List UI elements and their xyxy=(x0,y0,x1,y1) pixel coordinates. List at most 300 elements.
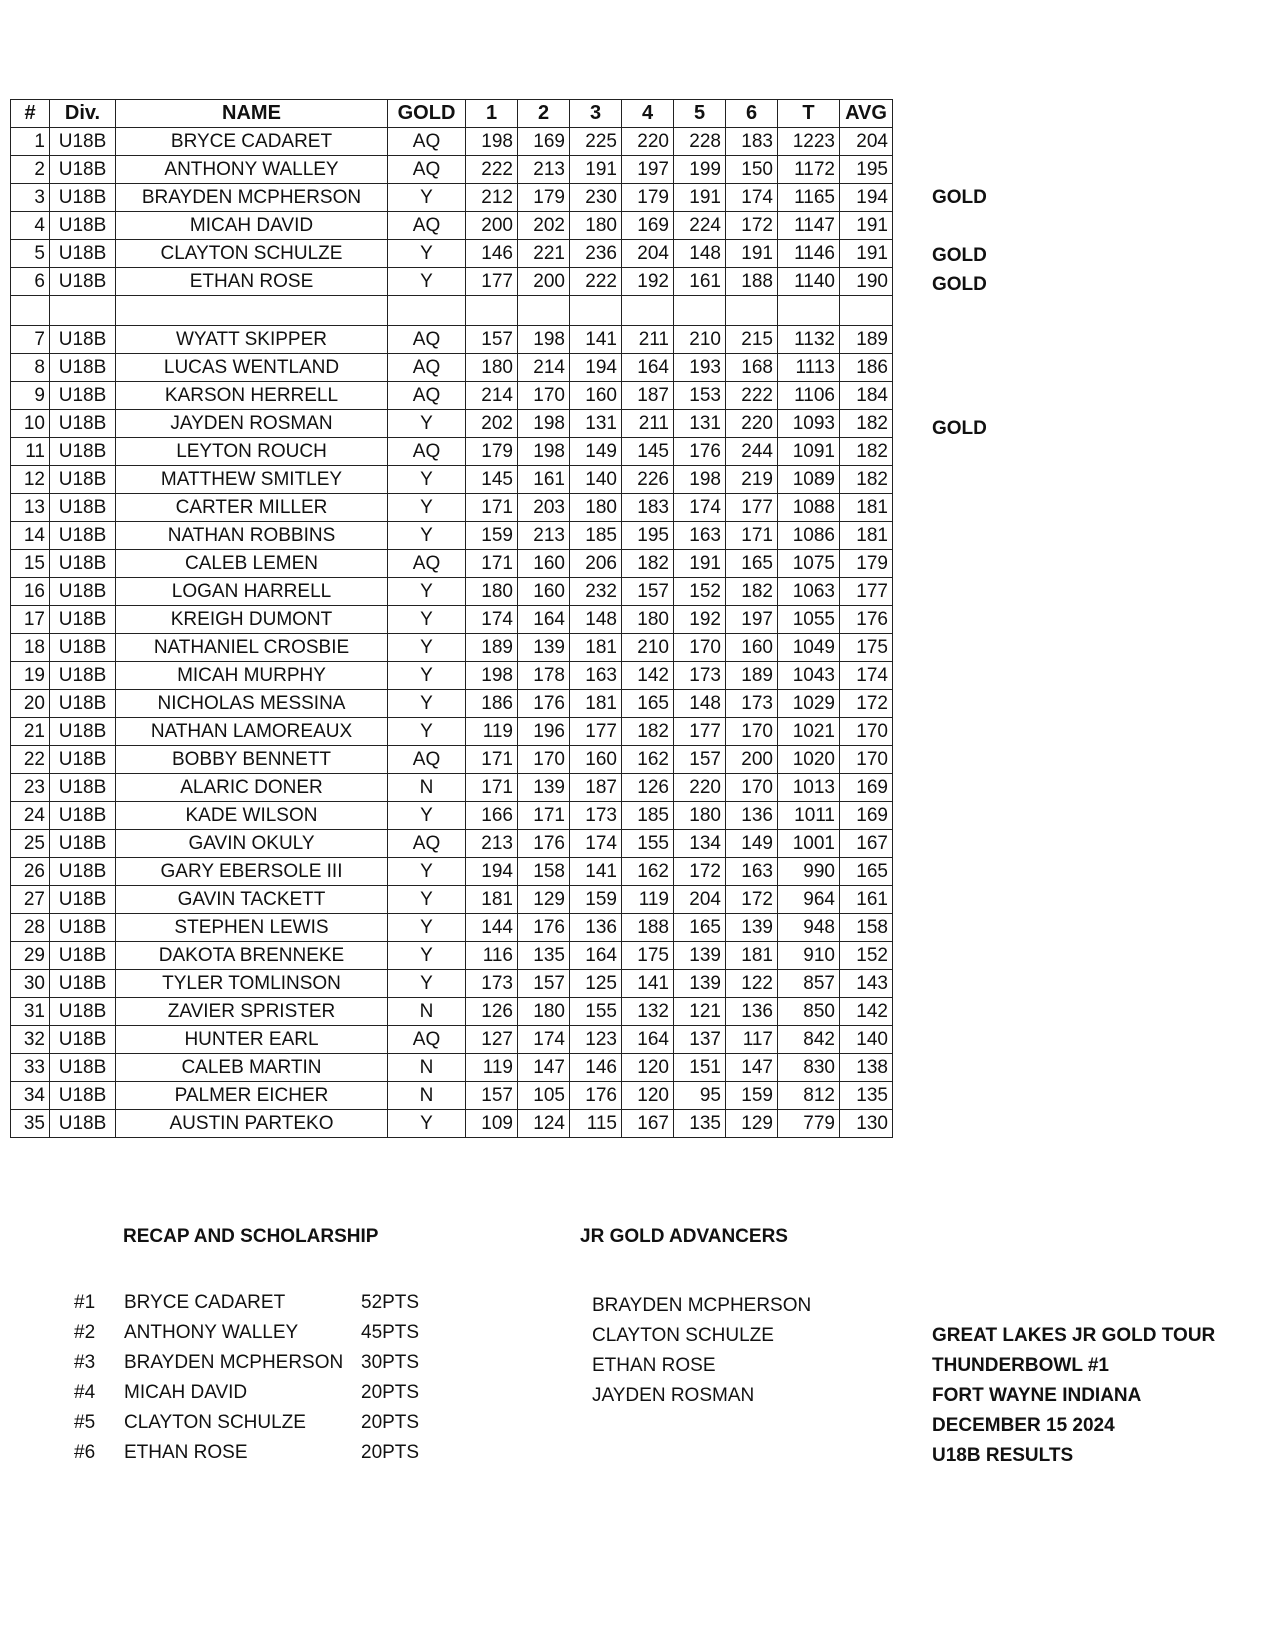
table-cell: 138 xyxy=(840,1054,893,1082)
table-cell: 165 xyxy=(622,690,674,718)
table-cell: KREIGH DUMONT xyxy=(116,606,388,634)
table-cell: 157 xyxy=(674,746,726,774)
table-cell: 4 xyxy=(11,212,50,240)
empty-cell xyxy=(622,296,674,326)
table-cell: Y xyxy=(388,578,466,606)
table-cell: 1020 xyxy=(778,746,840,774)
table-cell: 159 xyxy=(466,522,518,550)
table-cell: 220 xyxy=(726,410,778,438)
table-cell: 191 xyxy=(674,550,726,578)
table-cell: 7 xyxy=(11,326,50,354)
table-cell: AQ xyxy=(388,326,466,354)
table-cell: 187 xyxy=(622,382,674,410)
column-header: 5 xyxy=(674,100,726,128)
table-cell: Y xyxy=(388,466,466,494)
recap-rank: #3 xyxy=(74,1352,96,1373)
table-cell: CLAYTON SCHULZE xyxy=(116,240,388,268)
table-cell: 170 xyxy=(518,746,570,774)
table-row xyxy=(11,268,893,296)
table-cell: 1088 xyxy=(778,494,840,522)
table-row xyxy=(11,1054,893,1082)
table-cell: 198 xyxy=(518,326,570,354)
table-cell: 222 xyxy=(726,382,778,410)
table-cell: 35 xyxy=(11,1110,50,1138)
table-cell: 158 xyxy=(518,858,570,886)
table-cell: 180 xyxy=(570,212,622,240)
table-cell: 170 xyxy=(674,634,726,662)
table-cell: 183 xyxy=(622,494,674,522)
recap-heading: RECAP AND SCHOLARSHIP xyxy=(123,1226,379,1247)
table-cell: N xyxy=(388,774,466,802)
table-cell: 202 xyxy=(466,410,518,438)
table-cell: 22 xyxy=(11,746,50,774)
table-row xyxy=(11,914,893,942)
table-cell: N xyxy=(388,1082,466,1110)
table-cell: 17 xyxy=(11,606,50,634)
table-cell: U18B xyxy=(50,970,116,998)
table-cell: Y xyxy=(388,802,466,830)
table-cell: 148 xyxy=(570,606,622,634)
table-cell: 157 xyxy=(466,326,518,354)
table-cell: 204 xyxy=(840,128,893,156)
gold-advancer-mark: GOLD xyxy=(932,244,987,266)
table-cell: 191 xyxy=(840,240,893,268)
table-cell: 27 xyxy=(11,886,50,914)
table-cell: 164 xyxy=(518,606,570,634)
empty-cell xyxy=(570,296,622,326)
table-cell: 160 xyxy=(570,382,622,410)
table-cell: Y xyxy=(388,662,466,690)
table-cell: 180 xyxy=(570,494,622,522)
table-cell: 15 xyxy=(11,550,50,578)
table-cell: 1093 xyxy=(778,410,840,438)
table-cell: 1172 xyxy=(778,156,840,184)
recap-rank: #4 xyxy=(74,1382,96,1403)
table-cell: 95 xyxy=(674,1082,726,1110)
table-cell: 1132 xyxy=(778,326,840,354)
table-cell: AQ xyxy=(388,156,466,184)
recap-name: ETHAN ROSE xyxy=(124,1442,248,1463)
table-cell: Y xyxy=(388,494,466,522)
table-cell: 180 xyxy=(518,998,570,1026)
recap-points: 20PTS xyxy=(361,1442,420,1463)
table-cell: N xyxy=(388,1054,466,1082)
table-cell: 132 xyxy=(622,998,674,1026)
table-cell: 181 xyxy=(726,942,778,970)
table-cell: 190 xyxy=(840,268,893,296)
table-cell: Y xyxy=(388,634,466,662)
table-cell: 140 xyxy=(840,1026,893,1054)
table-cell: 211 xyxy=(622,326,674,354)
header-row xyxy=(11,100,893,128)
table-cell: 146 xyxy=(466,240,518,268)
table-cell: 119 xyxy=(466,1054,518,1082)
table-cell: 24 xyxy=(11,802,50,830)
table-cell: 222 xyxy=(466,156,518,184)
table-cell: 148 xyxy=(674,690,726,718)
table-cell: 145 xyxy=(622,438,674,466)
table-row xyxy=(11,212,893,240)
table-cell: 21 xyxy=(11,718,50,746)
table-cell: U18B xyxy=(50,858,116,886)
table-row xyxy=(11,326,893,354)
table-cell: 8 xyxy=(11,354,50,382)
table-cell: 18 xyxy=(11,634,50,662)
table-cell: LOGAN HARRELL xyxy=(116,578,388,606)
table-row xyxy=(11,240,893,268)
table-cell: 172 xyxy=(726,212,778,240)
empty-cell xyxy=(674,296,726,326)
table-cell: 192 xyxy=(674,606,726,634)
table-cell: 200 xyxy=(466,212,518,240)
table-cell: 198 xyxy=(466,662,518,690)
table-cell: Y xyxy=(388,240,466,268)
table-row xyxy=(11,690,893,718)
table-cell: 2 xyxy=(11,156,50,184)
table-cell: 222 xyxy=(570,268,622,296)
column-header: Div. xyxy=(50,100,116,128)
table-cell: U18B xyxy=(50,1054,116,1082)
table-cell: 177 xyxy=(570,718,622,746)
table-cell: 131 xyxy=(570,410,622,438)
table-cell: 169 xyxy=(840,802,893,830)
table-cell: ANTHONY WALLEY xyxy=(116,156,388,184)
table-cell: 173 xyxy=(570,802,622,830)
table-cell: 187 xyxy=(570,774,622,802)
table-cell: 182 xyxy=(622,718,674,746)
table-cell: ETHAN ROSE xyxy=(116,268,388,296)
table-cell: 171 xyxy=(466,774,518,802)
table-cell: 199 xyxy=(674,156,726,184)
table-cell: 779 xyxy=(778,1110,840,1138)
table-cell: 178 xyxy=(518,662,570,690)
results-table xyxy=(10,99,893,1138)
table-cell: U18B xyxy=(50,550,116,578)
table-cell: 23 xyxy=(11,774,50,802)
table-cell: 221 xyxy=(518,240,570,268)
recap-name: BRAYDEN MCPHERSON xyxy=(124,1352,344,1373)
table-cell: GARY EBERSOLE III xyxy=(116,858,388,886)
column-header: NAME xyxy=(116,100,388,128)
table-cell: 204 xyxy=(622,240,674,268)
table-cell: 164 xyxy=(622,1026,674,1054)
table-cell: 147 xyxy=(726,1054,778,1082)
table-cell: 174 xyxy=(570,830,622,858)
table-cell: AQ xyxy=(388,438,466,466)
table-cell: STEPHEN LEWIS xyxy=(116,914,388,942)
table-cell: 226 xyxy=(622,466,674,494)
column-header: 6 xyxy=(726,100,778,128)
table-cell: 182 xyxy=(840,466,893,494)
table-cell: 850 xyxy=(778,998,840,1026)
table-cell: 135 xyxy=(518,942,570,970)
table-cell: 136 xyxy=(726,998,778,1026)
table-cell: 198 xyxy=(518,438,570,466)
table-cell: 830 xyxy=(778,1054,840,1082)
table-cell: U18B xyxy=(50,802,116,830)
table-cell: 857 xyxy=(778,970,840,998)
table-cell: U18B xyxy=(50,382,116,410)
table-cell: 220 xyxy=(674,774,726,802)
table-cell: Y xyxy=(388,718,466,746)
table-cell: 181 xyxy=(570,690,622,718)
table-cell: 140 xyxy=(570,466,622,494)
column-header: 2 xyxy=(518,100,570,128)
table-cell: 173 xyxy=(674,662,726,690)
table-cell: 123 xyxy=(570,1026,622,1054)
table-cell: 215 xyxy=(726,326,778,354)
table-cell: 172 xyxy=(840,690,893,718)
table-cell: Y xyxy=(388,914,466,942)
table-cell: AQ xyxy=(388,128,466,156)
table-cell: MICAH MURPHY xyxy=(116,662,388,690)
gold-advancer-mark: GOLD xyxy=(932,187,987,209)
table-cell: Y xyxy=(388,184,466,212)
table-cell: 126 xyxy=(622,774,674,802)
gold-advancer-mark: GOLD xyxy=(932,273,987,295)
table-row xyxy=(11,522,893,550)
table-cell: GAVIN OKULY xyxy=(116,830,388,858)
table-cell: 139 xyxy=(518,774,570,802)
table-cell: KADE WILSON xyxy=(116,802,388,830)
table-cell: U18B xyxy=(50,184,116,212)
table-cell: 141 xyxy=(622,970,674,998)
recap-rank: #5 xyxy=(74,1412,96,1433)
table-cell: 180 xyxy=(466,578,518,606)
table-cell: 174 xyxy=(674,494,726,522)
table-cell: 170 xyxy=(726,718,778,746)
recap-points: 20PTS xyxy=(361,1382,420,1403)
table-cell: 130 xyxy=(840,1110,893,1138)
table-cell: 115 xyxy=(570,1110,622,1138)
table-cell: 142 xyxy=(622,662,674,690)
table-row xyxy=(11,128,893,156)
table-cell: 127 xyxy=(466,1026,518,1054)
table-cell: 200 xyxy=(518,268,570,296)
table-cell: 197 xyxy=(726,606,778,634)
table-cell: AQ xyxy=(388,354,466,382)
table-cell: 1091 xyxy=(778,438,840,466)
table-cell: U18B xyxy=(50,578,116,606)
table-cell: 181 xyxy=(570,634,622,662)
table-cell: 171 xyxy=(466,494,518,522)
table-cell: 1001 xyxy=(778,830,840,858)
table-cell: 135 xyxy=(674,1110,726,1138)
table-cell: 158 xyxy=(840,914,893,942)
empty-cell xyxy=(50,296,116,326)
table-cell: U18B xyxy=(50,942,116,970)
table-cell: 105 xyxy=(518,1082,570,1110)
table-cell: 159 xyxy=(726,1082,778,1110)
table-cell: 1089 xyxy=(778,466,840,494)
table-cell: 125 xyxy=(570,970,622,998)
table-cell: 1106 xyxy=(778,382,840,410)
table-row xyxy=(11,886,893,914)
table-row xyxy=(11,858,893,886)
table-cell: 191 xyxy=(674,184,726,212)
table-cell: 119 xyxy=(622,886,674,914)
table-cell: 160 xyxy=(570,746,622,774)
table-cell: Y xyxy=(388,522,466,550)
table-cell: 155 xyxy=(622,830,674,858)
table-cell: CALEB MARTIN xyxy=(116,1054,388,1082)
table-cell: Y xyxy=(388,1110,466,1138)
table-cell: 168 xyxy=(726,354,778,382)
table-cell: 182 xyxy=(840,410,893,438)
recap-name: MICAH DAVID xyxy=(124,1382,248,1403)
table-cell: 1055 xyxy=(778,606,840,634)
recap-name: BRYCE CADARET xyxy=(124,1292,286,1313)
table-cell: 169 xyxy=(622,212,674,240)
table-cell: HUNTER EARL xyxy=(116,1026,388,1054)
table-cell: Y xyxy=(388,886,466,914)
table-cell: 109 xyxy=(466,1110,518,1138)
table-row xyxy=(11,774,893,802)
table-cell: 194 xyxy=(570,354,622,382)
table-cell: 119 xyxy=(466,718,518,746)
table-cell: 175 xyxy=(840,634,893,662)
table-cell: 192 xyxy=(622,268,674,296)
table-cell: 181 xyxy=(840,522,893,550)
table-cell: KARSON HERRELL xyxy=(116,382,388,410)
table-cell: 191 xyxy=(570,156,622,184)
table-cell: 185 xyxy=(622,802,674,830)
table-cell: AQ xyxy=(388,212,466,240)
table-cell: 171 xyxy=(726,522,778,550)
table-cell: 143 xyxy=(840,970,893,998)
table-cell: 842 xyxy=(778,1026,840,1054)
table-row xyxy=(11,410,893,438)
table-cell: 232 xyxy=(570,578,622,606)
table-cell: 213 xyxy=(466,830,518,858)
table-cell: PALMER EICHER xyxy=(116,1082,388,1110)
table-cell: 990 xyxy=(778,858,840,886)
table-cell: 228 xyxy=(674,128,726,156)
table-cell: 200 xyxy=(726,746,778,774)
table-row xyxy=(11,802,893,830)
table-cell: 173 xyxy=(726,690,778,718)
empty-cell xyxy=(466,296,518,326)
table-cell: 1140 xyxy=(778,268,840,296)
table-cell: 165 xyxy=(674,914,726,942)
table-cell: 136 xyxy=(570,914,622,942)
table-cell: U18B xyxy=(50,634,116,662)
table-cell: 182 xyxy=(840,438,893,466)
table-cell: 163 xyxy=(570,662,622,690)
table-row xyxy=(11,494,893,522)
table-cell: 160 xyxy=(518,578,570,606)
table-cell: 139 xyxy=(674,970,726,998)
table-cell: 195 xyxy=(840,156,893,184)
table-cell: 171 xyxy=(518,802,570,830)
table-cell: LUCAS WENTLAND xyxy=(116,354,388,382)
table-cell: 170 xyxy=(840,746,893,774)
table-cell: 157 xyxy=(518,970,570,998)
table-cell: 191 xyxy=(726,240,778,268)
table-cell: NICHOLAS MESSINA xyxy=(116,690,388,718)
table-cell: 177 xyxy=(726,494,778,522)
table-cell: 189 xyxy=(840,326,893,354)
table-cell: N xyxy=(388,998,466,1026)
table-cell: 159 xyxy=(570,886,622,914)
table-cell: U18B xyxy=(50,886,116,914)
table-cell: 213 xyxy=(518,156,570,184)
table-cell: 170 xyxy=(726,774,778,802)
table-cell: 121 xyxy=(674,998,726,1026)
table-cell: 137 xyxy=(674,1026,726,1054)
table-cell: 182 xyxy=(622,550,674,578)
table-cell: 141 xyxy=(570,326,622,354)
table-cell: 12 xyxy=(11,466,50,494)
table-cell: 139 xyxy=(518,634,570,662)
table-cell: U18B xyxy=(50,522,116,550)
table-cell: 188 xyxy=(726,268,778,296)
table-cell: 188 xyxy=(622,914,674,942)
table-cell: 172 xyxy=(726,886,778,914)
table-cell: 177 xyxy=(674,718,726,746)
table-cell: 191 xyxy=(840,212,893,240)
table-cell: AQ xyxy=(388,382,466,410)
table-cell: LEYTON ROUCH xyxy=(116,438,388,466)
table-cell: NATHAN LAMOREAUX xyxy=(116,718,388,746)
table-cell: U18B xyxy=(50,1026,116,1054)
empty-cell xyxy=(726,296,778,326)
table-cell: 120 xyxy=(622,1082,674,1110)
table-cell: 14 xyxy=(11,522,50,550)
table-cell: 175 xyxy=(622,942,674,970)
table-cell: AQ xyxy=(388,746,466,774)
table-cell: 149 xyxy=(726,830,778,858)
table-cell: BOBBY BENNETT xyxy=(116,746,388,774)
table-cell: 203 xyxy=(518,494,570,522)
table-cell: AQ xyxy=(388,1026,466,1054)
table-cell: 910 xyxy=(778,942,840,970)
table-cell: 812 xyxy=(778,1082,840,1110)
table-row xyxy=(11,354,893,382)
blank-row xyxy=(11,296,893,326)
table-cell: U18B xyxy=(50,1082,116,1110)
table-cell: Y xyxy=(388,268,466,296)
table-cell: 179 xyxy=(518,184,570,212)
table-row xyxy=(11,718,893,746)
table-cell: 167 xyxy=(622,1110,674,1138)
table-row xyxy=(11,662,893,690)
recap-name: CLAYTON SCHULZE xyxy=(124,1412,306,1433)
table-cell: 160 xyxy=(726,634,778,662)
table-cell: 161 xyxy=(840,886,893,914)
table-cell: U18B xyxy=(50,326,116,354)
table-cell: 146 xyxy=(570,1054,622,1082)
table-cell: 161 xyxy=(674,268,726,296)
table-cell: 1013 xyxy=(778,774,840,802)
table-row xyxy=(11,550,893,578)
table-cell: U18B xyxy=(50,128,116,156)
table-cell: 182 xyxy=(726,578,778,606)
table-row xyxy=(11,156,893,184)
table-cell: Y xyxy=(388,410,466,438)
table-cell: 152 xyxy=(674,578,726,606)
table-cell: 176 xyxy=(840,606,893,634)
table-cell: 165 xyxy=(726,550,778,578)
table-cell: 3 xyxy=(11,184,50,212)
table-cell: 116 xyxy=(466,942,518,970)
table-cell: Y xyxy=(388,942,466,970)
table-cell: 147 xyxy=(518,1054,570,1082)
table-cell: Y xyxy=(388,970,466,998)
table-cell: U18B xyxy=(50,268,116,296)
column-header: 4 xyxy=(622,100,674,128)
table-cell: Y xyxy=(388,606,466,634)
